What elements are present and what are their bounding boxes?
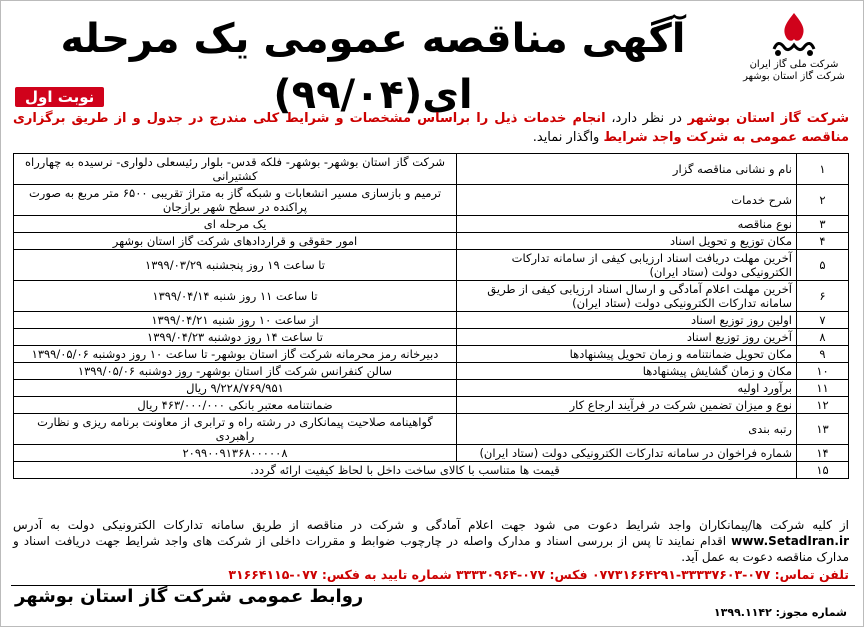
table-row xyxy=(14,312,849,329)
table-row xyxy=(14,281,849,312)
row-value: تا ساعت ۱۴ روز دوشنبه ۱۳۹۹/۰۴/۲۳ xyxy=(14,329,457,346)
footer-text-a: از کلیه شرکت ها/پیمانکاران واجد شرایط دعوت می شود جهت اعلام آمادگی و شرکت در مناقصه از طریق سامانه تدارکات الکترونیکی دولت به آدرس xyxy=(13,518,849,532)
table-row xyxy=(14,233,849,250)
row-value: قیمت ها متناسب با کالای ساخت داخل با لحاظ کیفیت ارائه گردد. xyxy=(14,462,797,479)
public-relations-signature: روابط عمومی شرکت گاز استان بوشهر xyxy=(15,586,364,607)
row-number: ۵ xyxy=(797,250,849,281)
row-number: ۱۲ xyxy=(797,397,849,414)
row-value: سالن کنفرانس شرکت گاز استان بوشهر- روز دوشنبه ۱۳۹۹/۰۵/۰۶ xyxy=(14,363,457,380)
row-key: مکان توزیع و تحویل اسناد xyxy=(457,233,797,250)
intro-text-a: در نظر دارد، xyxy=(605,111,688,126)
row-key: شماره فراخوان در سامانه تدارکات الکترونیکی دولت (ستاد ایران) xyxy=(457,445,797,462)
row-key: آخرین مهلت اعلام آمادگی و ارسال اسناد ارزیابی کیفی از طریق سامانه تدارکات الکترونیکی دولت (ستاد ایران) xyxy=(457,281,797,312)
row-key: مکان و زمان گشایش پیشنهادها xyxy=(457,363,797,380)
row-key: نوع و میزان تضمین شرکت در فرآیند ارجاع کار xyxy=(457,397,797,414)
round-badge: نوبت اول xyxy=(15,87,104,107)
row-value: از ساعت ۱۰ روز شنبه ۱۳۹۹/۰۴/۲۱ xyxy=(14,312,457,329)
row-key: مکان تحویل ضمانتنامه و زمان تحویل پیشنهادها xyxy=(457,346,797,363)
row-value: ۹/۲۲۸/۷۶۹/۹۵۱ ریال xyxy=(14,380,457,397)
row-number: ۱۵ xyxy=(797,462,849,479)
intro-text-c: واگذار نماید. xyxy=(532,130,604,145)
row-key: نام و نشانی مناقصه گزار xyxy=(457,154,797,185)
row-number: ۱ xyxy=(797,154,849,185)
permit-number: شماره مجوز: ۱۳۹۹.۱۱۴۲ xyxy=(713,606,847,619)
footer-paragraph xyxy=(13,517,849,565)
footer-text-b: اقدام نمایند تا پس از بررسی اسناد و مدارک واصله در چارچوب ضوابط و مقررات داخلی از شرکت های واجد شرایط جهت دریافت اسناد و مدارک مناقصه دعوت به عمل آید. xyxy=(13,534,849,564)
table-row xyxy=(14,346,849,363)
row-number: ۱۱ xyxy=(797,380,849,397)
row-value: گواهینامه صلاحیت پیمانکاری در رشته راه و ترابری از معاونت برنامه ریزی و نظارت راهبردی xyxy=(14,414,457,445)
row-number: ۹ xyxy=(797,346,849,363)
row-key: آخرین روز توزیع اسناد xyxy=(457,329,797,346)
row-number: ۱۰ xyxy=(797,363,849,380)
row-number: ۸ xyxy=(797,329,849,346)
table-row xyxy=(14,397,849,414)
setad-link[interactable]: www.SetadIran.ir xyxy=(731,534,849,548)
ad-title: آگهی مناقصه عمومی یک مرحله ای(۹۹/۰۴) xyxy=(60,16,686,118)
row-value: دبیرخانه رمز محرمانه شرکت گاز استان بوشهر- تا ساعت ۱۰ روز دوشنبه ۱۳۹۹/۰۵/۰۶ xyxy=(14,346,457,363)
flame-logo-icon xyxy=(766,9,822,59)
row-number: ۶ xyxy=(797,281,849,312)
logo-line-1: شرکت ملی گاز ایران xyxy=(749,59,839,70)
row-key: برآورد اولیه xyxy=(457,380,797,397)
company-logo xyxy=(739,9,849,83)
table-row xyxy=(14,462,849,479)
row-key: آخرین مهلت دریافت اسناد ارزیابی کیفی از سامانه تدارکات الکترونیکی دولت (ستاد ایران) xyxy=(457,250,797,281)
table-row xyxy=(14,250,849,281)
tender-table xyxy=(13,153,849,479)
table-row xyxy=(14,414,849,445)
row-value: ضمانتنامه معتبر بانکی ۴۶۳/۰۰۰/۰۰۰ ریال xyxy=(14,397,457,414)
logo-line-2: شرکت گاز استان بوشهر xyxy=(743,71,845,82)
row-number: ۴ xyxy=(797,233,849,250)
row-value: یک مرحله ای xyxy=(14,216,457,233)
table-row xyxy=(14,185,849,216)
row-value: امور حقوقی و قراردادهای شرکت گاز استان بوشهر xyxy=(14,233,457,250)
table-row xyxy=(14,363,849,380)
row-number: ۱۴ xyxy=(797,445,849,462)
row-value: تا ساعت ۱۹ روز پنجشنبه ۱۳۹۹/۰۳/۲۹ xyxy=(14,250,457,281)
table-row xyxy=(14,216,849,233)
table-row xyxy=(14,445,849,462)
row-key: شرح خدمات xyxy=(457,185,797,216)
table-row xyxy=(14,154,849,185)
row-key: رتبه بندی xyxy=(457,414,797,445)
row-value: ۲۰۹۹۰۰۹۱۳۶۸۰۰۰۰۰۸ xyxy=(14,445,457,462)
row-value: شرکت گاز استان بوشهر- بوشهر- فلکه قدس- بلوار رئیسعلی دلواری- نرسیده به چهارراه کشتیرانی xyxy=(14,154,457,185)
row-number: ۷ xyxy=(797,312,849,329)
intro-paragraph xyxy=(13,109,849,147)
row-key: اولین روز توزیع اسناد xyxy=(457,312,797,329)
table-row xyxy=(14,329,849,346)
contact-line: تلفن تماس: ۰۷۷-۳۳۳۳۷۶۰۳-۰۷۷۳۱۶۶۴۲۹۱ فکس: ۰۷۷-۳۳۳۳۰۹۶۴ شماره تایید به فکس: ۰۷۷-۳۱۶۶۴۱۱۵ xyxy=(228,567,849,582)
row-value: ترمیم و بازسازی مسیر انشعابات و شبکه گاز به متراژ تقریبی ۶۵۰۰ متر مربع به صورت پراکنده در سطح شهر برازجان xyxy=(14,185,457,216)
intro-text-b: انجام خدمات ذیل را براساس مشخصات و شرایط کلی مندرج در جدول و از طریق برگزاری مناقصه عمومی به شرکت واجد شرایط xyxy=(13,111,849,145)
row-number: ۳ xyxy=(797,216,849,233)
intro-org: شرکت گاز استان بوشهر xyxy=(687,111,849,126)
row-key: نوع مناقصه xyxy=(457,216,797,233)
row-number: ۲ xyxy=(797,185,849,216)
row-value: تا ساعت ۱۱ روز شنبه ۱۳۹۹/۰۴/۱۴ xyxy=(14,281,457,312)
table-row xyxy=(14,380,849,397)
row-number: ۱۳ xyxy=(797,414,849,445)
